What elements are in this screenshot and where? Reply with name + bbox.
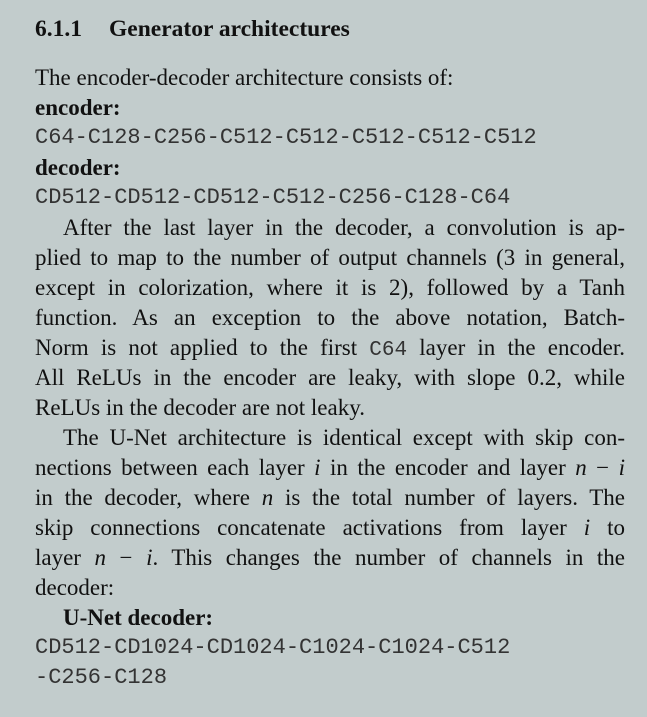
- math-n: n: [575, 455, 587, 480]
- para2-text: in the encoder and layer: [330, 455, 566, 480]
- intro-text: The encoder-decoder architecture consists of:: [35, 65, 454, 90]
- para2-text: in the decoder, where: [35, 485, 250, 510]
- para1-line: ReLUs in the decoder are not leaky.: [35, 395, 365, 420]
- unet-decoder-label: U-Net decoder:: [63, 605, 214, 630]
- unet-decoder-spec: -C256-C128: [35, 665, 168, 690]
- unet-decoder-block: [35, 603, 625, 693]
- inline-code-c64: C64: [369, 339, 408, 362]
- decoder-label: decoder:: [35, 155, 121, 180]
- section-title: Generator architectures: [109, 16, 350, 42]
- para2-line: [35, 483, 625, 513]
- para2-text: . This changes the number of channels in the: [152, 545, 625, 570]
- math-n: n: [94, 545, 107, 570]
- decoder-spec: CD512-CD512-CD512-C512-C256-C128-C64: [35, 185, 511, 210]
- section-number: 6.1.1: [35, 16, 82, 42]
- math-i: i: [618, 455, 625, 480]
- math-n: n: [261, 485, 274, 510]
- para1-text: layer in the encoder.: [419, 335, 625, 360]
- section-heading: [35, 14, 350, 44]
- math-expression: [95, 545, 625, 570]
- math-i: i: [314, 455, 321, 480]
- para2-text: is the total number of layers. The: [284, 485, 626, 510]
- para1-line: [35, 333, 625, 363]
- encoder-spec: C64-C128-C256-C512-C512-C512-C512-C512: [35, 125, 537, 150]
- math-minus: −: [586, 455, 619, 480]
- para1-line: plied to map to the number of output channels (3 in general,: [35, 245, 625, 270]
- para1-line: All ReLUs in the encoder are leaky, with slope 0.2, while: [35, 365, 625, 390]
- para1-line: After the last layer in the decoder, a convolution is ap-: [63, 215, 625, 240]
- math-expression: [575, 455, 625, 480]
- para1-text: Norm is not applied to the first: [35, 335, 358, 360]
- math-i: i: [146, 545, 153, 570]
- para2-text: to: [607, 515, 625, 540]
- para2-line: The U-Net architecture is identical except with skip con-: [63, 425, 625, 450]
- para2-line: [35, 513, 625, 543]
- encoder-label: encoder:: [35, 95, 121, 120]
- math-minus: −: [106, 545, 147, 570]
- math-i: i: [583, 515, 591, 540]
- para2-text: layer: [35, 545, 81, 570]
- para1-line: except in colorization, where it is 2), followed by a Tanh: [35, 275, 625, 300]
- paragraph-unet: [35, 423, 625, 603]
- para2-line: [35, 543, 625, 573]
- paragraph-decoder-details: [35, 213, 625, 423]
- para1-line: function. As an exception to the above notation, Batch-: [35, 305, 625, 330]
- unet-decoder-spec: CD512-CD1024-CD1024-C1024-C1024-C512: [35, 635, 511, 660]
- para2-text: skip connections concatenate activations from layer: [35, 515, 567, 540]
- para2-line: decoder:: [35, 575, 115, 600]
- para2-line: [35, 453, 625, 483]
- intro-block: [35, 63, 625, 213]
- para2-text: nections between each layer: [35, 455, 305, 480]
